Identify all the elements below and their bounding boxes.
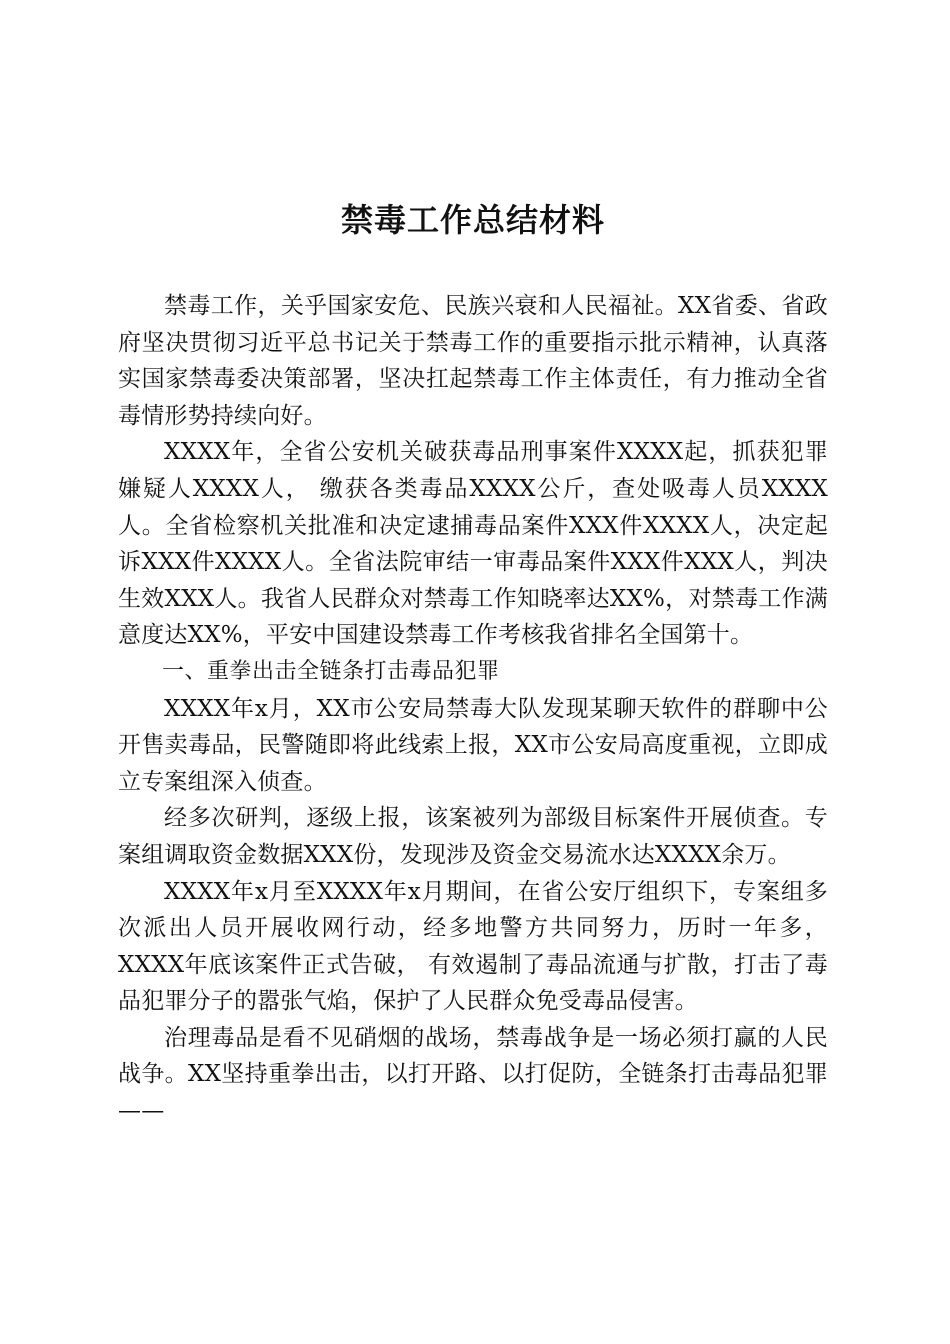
paragraph-intro: 禁毒工作，关乎国家安危、民族兴衰和人民福祉。XX省委、省政府坚决贯彻习近平总书记关于禁毒工作的重要指示批示精神，认真落实国家禁毒委决策部署，坚决扛起禁毒工作主体责任，有力推动全省毒情形势持续向好。	[118, 293, 828, 429]
document-body	[118, 288, 828, 1130]
section-heading-1: 一、重拳出击全链条打击毒品犯罪	[162, 658, 500, 684]
paragraph-case-closure: XXXX年x月至XXXX年x月期间，在省公安厅组织下，专案组多次派出人员开展收网行动，经多地警方共同努力，历时一年多，XXXX年底该案件正式告破， 有效遏制了毒品流通与扩散，打击了毒品犯罪分子的嚣张气焰，保护了人民群众免受毒品侵害。	[118, 878, 828, 1015]
paragraph-case-discovery: XXXX年x月，XX市公安局禁毒大队发现某聊天软件的群聊中公开售卖毒品，民警随即将此线索上报，XX市公安局高度重视，立即成立专案组深入侦查。	[118, 695, 828, 795]
document-title: 禁毒工作总结材料	[340, 201, 605, 239]
paragraph-statistics: XXXX年，全省公安机关破获毒品刑事案件XXXX起，抓获犯罪嫌疑人XXXX人， 缴获各类毒品XXXX公斤，查处吸毒人员XXXX人。全省检察机关批准和决定逮捕毒品案件XXX件XXXX人，决定起诉XXX件XXXX人。全省法院审结一审毒品案件XXX件XXX人，判决生效XXX人。我省人民群众对禁毒工作知晓率达XX%，对禁毒工作满意度达XX%，平安中国建设禁毒工作考核我省排名全国第十。	[118, 439, 828, 649]
paragraph-conclusion: 治理毒品是看不见硝烟的战场，禁毒战争是一场必须打赢的人民战争。XX坚持重拳出击，以打开路、以打促防，全链条打击毒品犯罪——	[118, 1024, 828, 1125]
paragraph-case-investigation: 经多次研判，逐级上报，该案被列为部级目标案件开展侦查。专案组调取资金数据XXX份，发现涉及资金交易流水达XXXX余万。	[118, 805, 828, 868]
